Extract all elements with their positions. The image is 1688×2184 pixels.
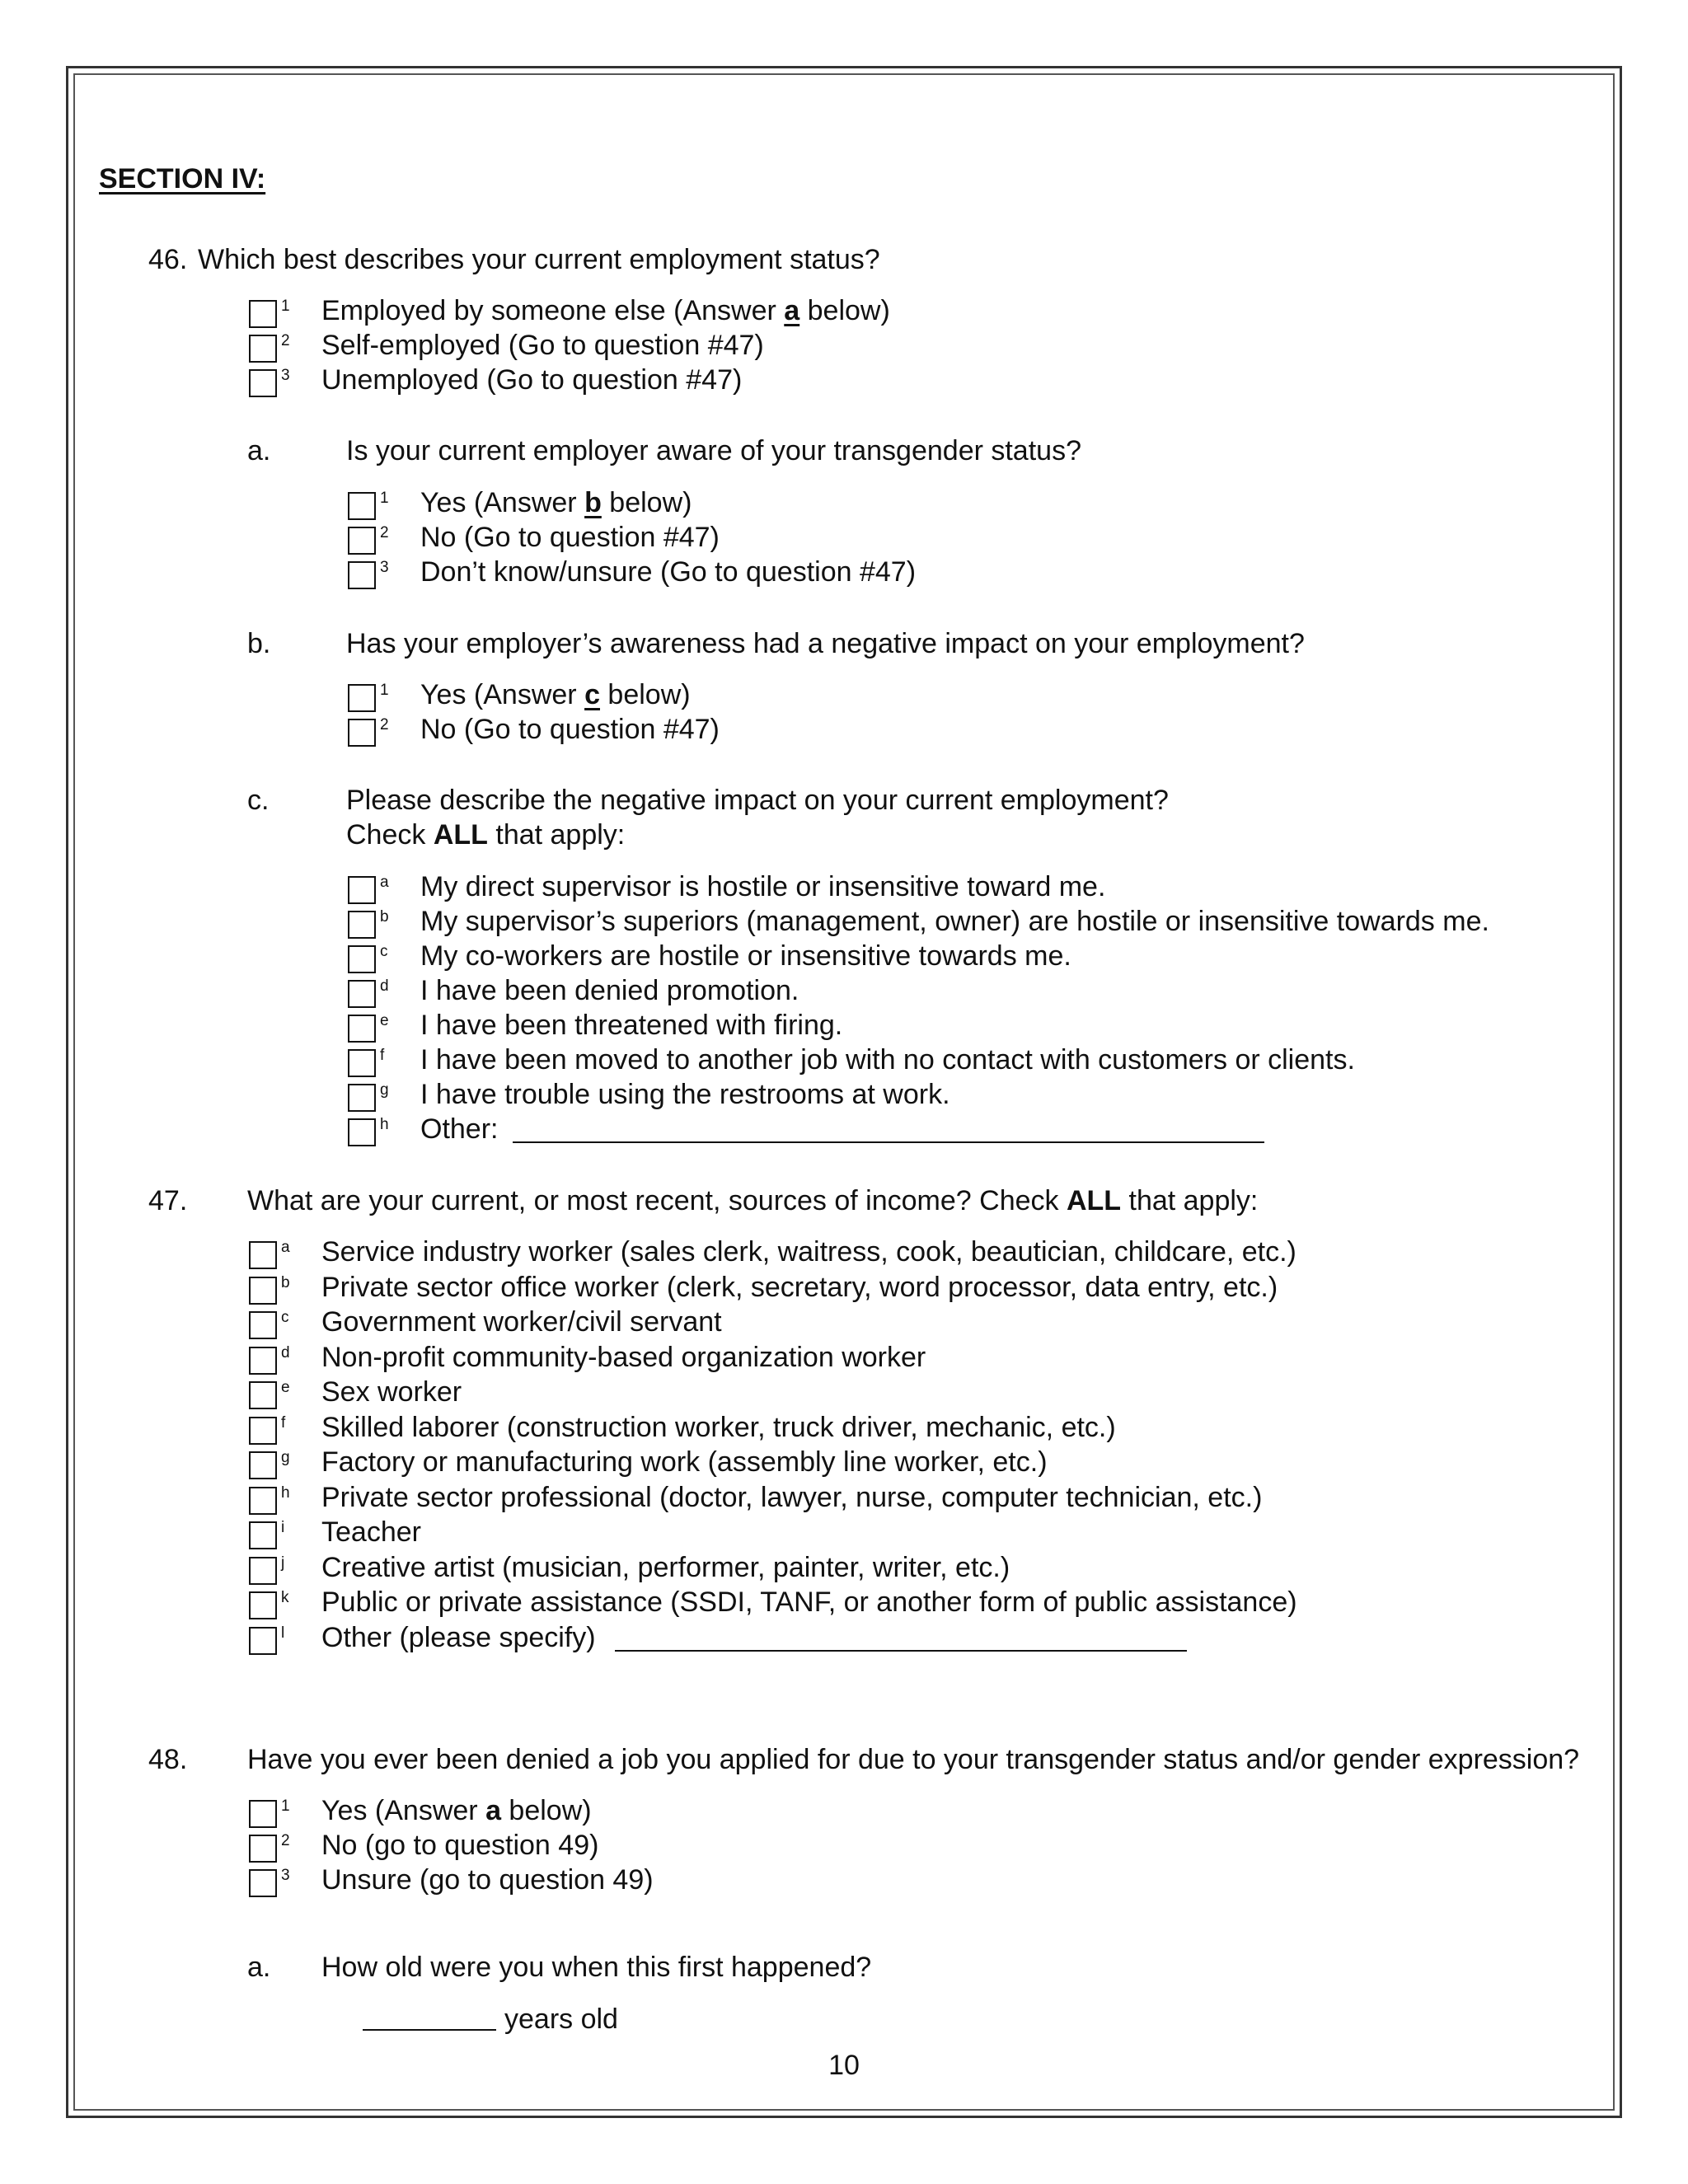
q48a-age-answer-line[interactable] xyxy=(363,2029,496,2031)
q46-option-checkbox-2[interactable] xyxy=(249,335,277,363)
q47-option-code-e: e xyxy=(281,1379,290,1396)
q46b-option-label-1: Yes (Answer c below) xyxy=(420,679,691,710)
q46b-option-label-2: No (Go to question #47) xyxy=(420,714,720,745)
q46a-option-code-1: 1 xyxy=(380,490,389,507)
answer-letter: a xyxy=(784,295,800,326)
q48-option-label-1: Yes (Answer a below) xyxy=(321,1795,592,1826)
q46c-option-checkbox-c[interactable] xyxy=(348,945,376,973)
q47-option-checkbox-k[interactable] xyxy=(249,1591,277,1619)
q46c-option-checkbox-e[interactable] xyxy=(348,1015,376,1043)
q47-option-code-h: h xyxy=(281,1484,290,1502)
q47-option-checkbox-f[interactable] xyxy=(249,1417,277,1445)
q46a-option-label-3: Don’t know/unsure (Go to question #47) xyxy=(420,556,917,588)
q46c-option-label-b: My supervisor’s superiors (management, owner) are hostile or insensitive towards me. xyxy=(420,906,1489,937)
q46c-option-label-d: I have been denied promotion. xyxy=(420,975,799,1006)
q46c-option-code-f: f xyxy=(380,1047,385,1064)
section-title: SECTION IV: xyxy=(99,163,266,194)
q47-option-label-e: Sex worker xyxy=(321,1376,462,1408)
q47-option-checkbox-l[interactable] xyxy=(249,1627,277,1655)
q46c-option-code-e: e xyxy=(380,1012,389,1029)
q46-option-label-2: Self-employed (Go to question #47) xyxy=(321,330,764,361)
q47-option-label-d: Non-profit community-based organization worker xyxy=(321,1342,926,1373)
q46c-option-label-a: My direct supervisor is hostile or insensitive toward me. xyxy=(420,871,1106,902)
q47-option-label-j: Creative artist (musician, performer, painter, writer, etc.) xyxy=(321,1552,1010,1583)
q47-option-code-i: i xyxy=(281,1519,285,1536)
q48-option-checkbox-2[interactable] xyxy=(249,1835,277,1863)
answer-letter: a xyxy=(485,1795,501,1826)
q46-option-label-1: Employed by someone else (Answer a below) xyxy=(321,295,890,326)
q47-option-label-i: Teacher xyxy=(321,1516,421,1548)
q47-option-code-b: b xyxy=(281,1274,290,1291)
q46a-option-checkbox-2[interactable] xyxy=(348,527,376,555)
q46c-other-answer-line[interactable] xyxy=(513,1141,1264,1143)
q47-option-label-a: Service industry worker (sales clerk, waitress, cook, beautician, childcare, etc.) xyxy=(321,1236,1296,1268)
q46b-option-code-1: 1 xyxy=(380,682,389,699)
q46c-option-code-h: h xyxy=(380,1116,389,1133)
q46b-letter: b. xyxy=(247,628,271,659)
q46a-option-code-2: 2 xyxy=(380,524,389,541)
q47-option-label-l: Other (please specify) xyxy=(321,1622,596,1653)
q47-option-code-k: k xyxy=(281,1589,289,1606)
q46a-text: Is your current employer aware of your transgender status? xyxy=(346,435,1081,466)
q46c-option-code-a: a xyxy=(380,874,389,891)
q47-option-code-f: f xyxy=(281,1414,286,1432)
q47-option-checkbox-e[interactable] xyxy=(249,1381,277,1409)
q46-option-code-1: 1 xyxy=(281,298,290,315)
answer-letter: b xyxy=(584,487,602,518)
q48-number: 48. xyxy=(148,1744,188,1775)
q46c-option-code-b: b xyxy=(380,908,389,926)
q46a-option-label-2: No (Go to question #47) xyxy=(420,522,720,553)
q48-option-code-1: 1 xyxy=(281,1797,290,1815)
q46c-option-code-c: c xyxy=(380,943,388,960)
q46a-option-checkbox-1[interactable] xyxy=(348,492,376,520)
q46c-option-checkbox-g[interactable] xyxy=(348,1084,376,1112)
q47-option-checkbox-d[interactable] xyxy=(249,1347,277,1375)
q48-option-code-3: 3 xyxy=(281,1867,290,1884)
q46-option-checkbox-1[interactable] xyxy=(249,300,277,328)
q47-option-checkbox-h[interactable] xyxy=(249,1487,277,1515)
q47-option-code-l: l xyxy=(281,1624,285,1642)
q47-option-label-b: Private sector office worker (clerk, secretary, word processor, data entry, etc.) xyxy=(321,1272,1278,1303)
q47-option-checkbox-g[interactable] xyxy=(249,1451,277,1479)
q47-option-label-k: Public or private assistance (SSDI, TANF, or another form of public assistance) xyxy=(321,1586,1297,1618)
q48-option-checkbox-1[interactable] xyxy=(249,1800,277,1828)
q47-option-code-g: g xyxy=(281,1449,290,1466)
q46c-text: Please describe the negative impact on your current employment? xyxy=(346,785,1169,816)
q46c-option-checkbox-a[interactable] xyxy=(348,876,376,904)
page-number: 10 xyxy=(828,2050,860,2081)
q46a-letter: a. xyxy=(247,435,271,466)
q46-option-code-2: 2 xyxy=(281,332,290,349)
q48-option-code-2: 2 xyxy=(281,1832,290,1849)
q47-option-label-h: Private sector professional (doctor, lawyer, nurse, computer technician, etc.) xyxy=(321,1482,1263,1513)
q46c-option-checkbox-h[interactable] xyxy=(348,1118,376,1146)
q48a-letter: a. xyxy=(247,1952,271,1983)
q46a-option-checkbox-3[interactable] xyxy=(348,561,376,589)
q46c-option-code-g: g xyxy=(380,1081,389,1099)
q48-option-checkbox-3[interactable] xyxy=(249,1869,277,1897)
q47-option-checkbox-c[interactable] xyxy=(249,1311,277,1339)
q47-number: 47. xyxy=(148,1185,188,1216)
q48a-text: How old were you when this first happened? xyxy=(321,1952,872,1983)
answer-letter: c xyxy=(584,679,600,710)
q46c-option-label-e: I have been threatened with firing. xyxy=(420,1010,843,1041)
q46-option-label-3: Unemployed (Go to question #47) xyxy=(321,364,743,396)
q46b-option-checkbox-2[interactable] xyxy=(348,719,376,747)
q46b-text: Has your employer’s awareness had a negative impact on your employment? xyxy=(346,628,1305,659)
q46-option-checkbox-3[interactable] xyxy=(249,369,277,397)
q46c-option-checkbox-b[interactable] xyxy=(348,911,376,939)
q47-option-label-g: Factory or manufacturing work (assembly line worker, etc.) xyxy=(321,1446,1048,1478)
q46-number: 46. xyxy=(148,244,188,275)
q47-option-code-c: c xyxy=(281,1309,289,1326)
q46b-option-code-2: 2 xyxy=(380,716,389,733)
q47-option-code-d: d xyxy=(281,1344,290,1361)
q46c-option-label-h: Other: xyxy=(420,1113,499,1145)
q46c-option-label-c: My co-workers are hostile or insensitive towards me. xyxy=(420,940,1071,972)
q47-option-checkbox-i[interactable] xyxy=(249,1521,277,1549)
q46c-option-checkbox-d[interactable] xyxy=(348,980,376,1008)
q47-text: What are your current, or most recent, sources of income? Check ALL that apply: xyxy=(247,1185,1259,1216)
q48-option-label-3: Unsure (go to question 49) xyxy=(321,1864,654,1896)
q47-option-checkbox-j[interactable] xyxy=(249,1557,277,1585)
q47-option-code-a: a xyxy=(281,1239,290,1256)
q47-option-checkbox-a[interactable] xyxy=(249,1241,277,1269)
q46c-letter: c. xyxy=(247,785,270,816)
q47-option-code-j: j xyxy=(281,1554,285,1572)
q46c-option-label-f: I have been moved to another job with no contact with customers or clients. xyxy=(420,1044,1355,1076)
q46c-check-all-instruction: Check ALL that apply: xyxy=(346,819,626,851)
q46-text: Which best describes your current employment status? xyxy=(198,244,880,275)
q46c-option-code-d: d xyxy=(380,977,389,995)
q46a-option-code-3: 3 xyxy=(380,559,389,576)
q46b-option-checkbox-1[interactable] xyxy=(348,684,376,712)
q47-option-label-f: Skilled laborer (construction worker, truck driver, mechanic, etc.) xyxy=(321,1412,1116,1443)
q48-option-label-2: No (go to question 49) xyxy=(321,1830,599,1861)
q46c-option-label-g: I have trouble using the restrooms at work. xyxy=(420,1079,950,1110)
q47-option-checkbox-b[interactable] xyxy=(249,1277,277,1305)
q48-text: Have you ever been denied a job you applied for due to your transgender status and/or gender expression? xyxy=(247,1744,1580,1775)
q47-option-label-c: Government worker/civil servant xyxy=(321,1306,722,1338)
q46c-option-checkbox-f[interactable] xyxy=(348,1049,376,1077)
q48a-answer-suffix: years old xyxy=(504,2004,618,2035)
q46-option-code-3: 3 xyxy=(281,367,290,384)
q46a-option-label-1: Yes (Answer b below) xyxy=(420,487,692,518)
q47-other-answer-line[interactable] xyxy=(615,1650,1187,1652)
